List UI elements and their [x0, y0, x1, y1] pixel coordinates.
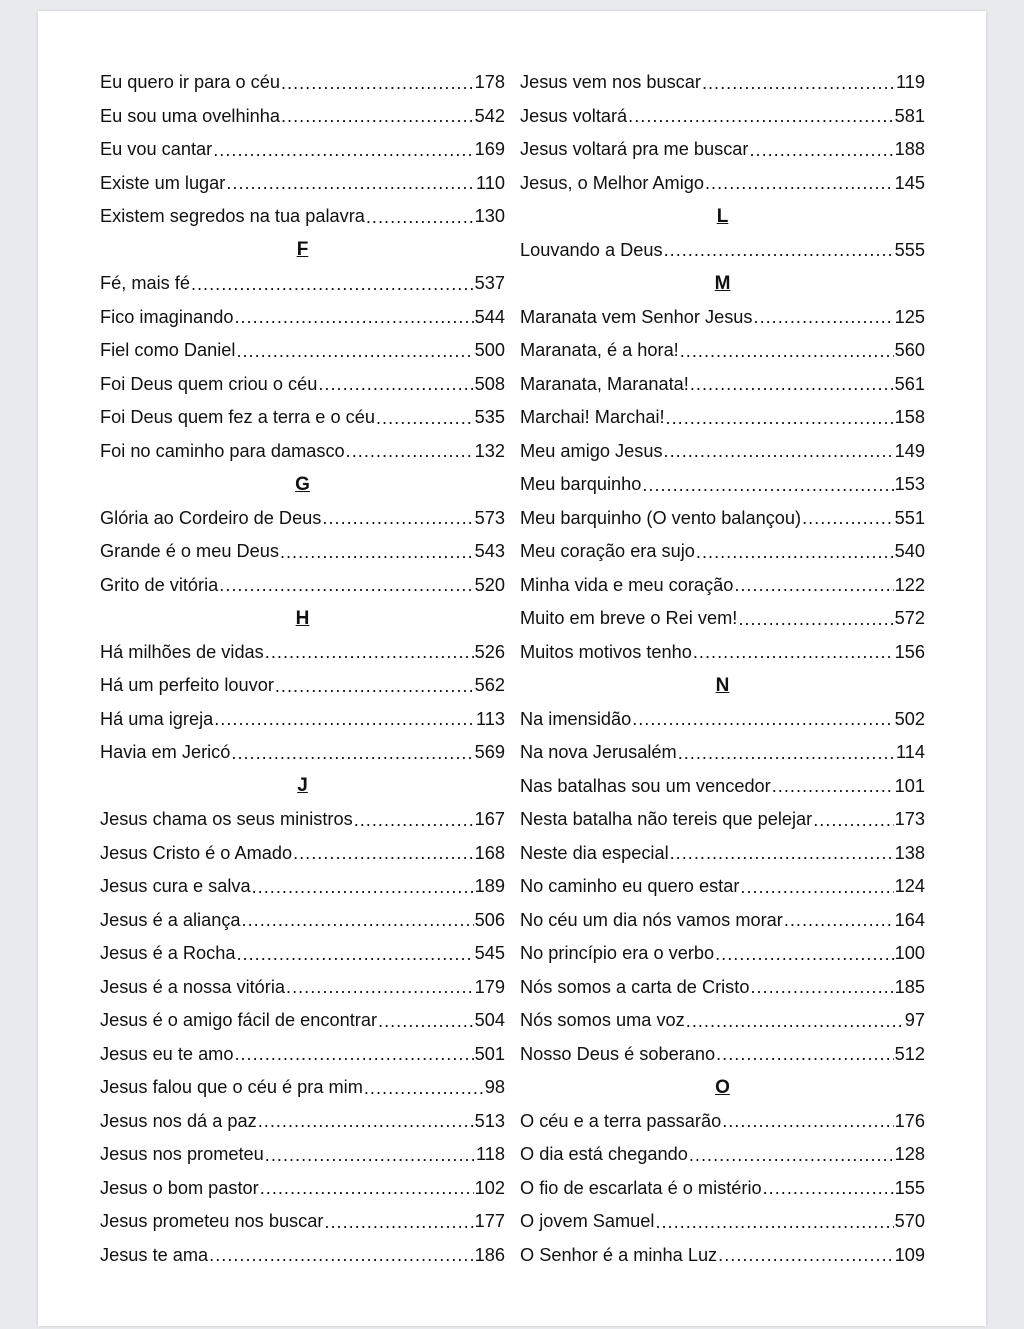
entry-title: Marchai! Marchai! — [520, 407, 665, 428]
dot-leader — [750, 977, 893, 997]
section-letter-heading: O — [715, 1076, 730, 1098]
document-page — [38, 11, 986, 1326]
dot-leader — [722, 1111, 893, 1131]
dot-leader — [740, 877, 893, 897]
entry-title: Foi no caminho para damasco — [100, 440, 345, 461]
dot-leader — [234, 307, 473, 327]
dot-leader — [280, 542, 474, 562]
index-entry — [100, 334, 505, 368]
index-entry — [520, 937, 925, 971]
index-entry — [520, 167, 925, 201]
dot-leader — [734, 575, 893, 595]
index-entry — [100, 569, 505, 603]
entry-page-number: 164 — [894, 909, 925, 930]
section-letter-heading: F — [296, 239, 309, 261]
entry-page-number: 119 — [896, 72, 925, 93]
index-entry — [100, 267, 505, 301]
entry-page-number: 118 — [476, 1144, 505, 1165]
entry-title: Foi Deus quem fez a terra e o céu — [100, 407, 375, 428]
index-column-left — [100, 66, 505, 1272]
dot-leader — [689, 1145, 894, 1165]
index-entry — [100, 669, 505, 703]
index-entry — [100, 1038, 505, 1072]
dot-leader — [678, 743, 895, 763]
index-entry — [520, 1038, 925, 1072]
dot-leader — [260, 1178, 474, 1198]
index-entry — [100, 1105, 505, 1139]
index-entry — [100, 736, 505, 770]
entry-title: Jesus te ama — [100, 1244, 209, 1265]
dot-leader — [324, 1212, 473, 1232]
entry-title: No céu um dia nós vamos morar — [520, 909, 783, 930]
entry-title: Jesus prometeu nos buscar — [100, 1211, 324, 1232]
index-entry — [520, 602, 925, 636]
entry-title: Fiel como Daniel — [100, 340, 236, 361]
dot-leader — [705, 173, 894, 193]
entry-title: Neste dia especial — [520, 842, 669, 863]
dot-leader — [209, 1245, 473, 1265]
entry-page-number: 145 — [894, 172, 925, 193]
dot-leader — [718, 1245, 893, 1265]
entry-page-number: 561 — [894, 373, 925, 394]
entry-page-number: 537 — [474, 273, 505, 294]
index-entry — [100, 368, 505, 402]
dot-leader — [275, 676, 474, 696]
index-entry — [100, 401, 505, 435]
entry-title: Nosso Deus é soberano — [520, 1043, 716, 1064]
entry-title: Fé, mais fé — [100, 273, 190, 294]
entry-page-number: 156 — [894, 641, 925, 662]
dot-leader — [642, 475, 893, 495]
entry-title: Meu coração era sujo — [520, 541, 695, 562]
dot-leader — [376, 408, 474, 428]
entry-title: Grande é o meu Deus — [100, 541, 279, 562]
entry-title: Há um perfeito louvor — [100, 675, 274, 696]
entry-title: Maranata vem Senhor Jesus — [520, 306, 753, 327]
index-entry — [100, 1205, 505, 1239]
index-entry — [100, 937, 505, 971]
index-entry — [520, 66, 925, 100]
dot-leader — [281, 106, 474, 126]
dot-leader — [281, 73, 474, 93]
entry-page-number: 178 — [474, 72, 505, 93]
entry-title: Jesus voltará pra me buscar — [520, 139, 749, 160]
index-entry — [520, 435, 925, 469]
entry-page-number: 128 — [894, 1144, 925, 1165]
entry-title: Jesus é o amigo fácil de encontrar — [100, 1010, 378, 1031]
entry-page-number: 132 — [474, 440, 505, 461]
entry-title: Muito em breve o Rei vem! — [520, 608, 738, 629]
entry-page-number: 526 — [474, 641, 505, 662]
index-entry — [100, 301, 505, 335]
dot-leader — [664, 240, 894, 260]
entry-title: Na nova Jerusalém — [520, 742, 677, 763]
entry-page-number: 186 — [474, 1244, 505, 1265]
index-entry — [520, 703, 925, 737]
entry-page-number: 562 — [474, 675, 505, 696]
entry-page-number: 581 — [894, 105, 925, 126]
index-entry — [100, 1172, 505, 1206]
dot-leader — [664, 441, 894, 461]
dot-leader — [213, 140, 473, 160]
entry-title: Maranata, Maranata! — [520, 373, 689, 394]
entry-page-number: 535 — [474, 407, 505, 428]
entry-page-number: 573 — [474, 507, 505, 528]
entry-title: Jesus é a Rocha — [100, 943, 236, 964]
dot-leader — [670, 843, 894, 863]
section-letter-heading: M — [714, 272, 731, 294]
dot-leader — [354, 810, 474, 830]
entry-title: Louvando a Deus — [520, 239, 663, 260]
dot-leader — [322, 508, 473, 528]
entry-title: Minha vida e meu coração — [520, 574, 734, 595]
dot-leader — [772, 776, 894, 796]
index-entry — [100, 870, 505, 904]
entry-title: Jesus é a nossa vitória — [100, 976, 286, 997]
dot-leader — [366, 207, 474, 227]
index-entry — [520, 770, 925, 804]
entry-page-number: 100 — [894, 943, 925, 964]
index-entry — [100, 502, 505, 536]
entry-page-number: 122 — [894, 574, 925, 595]
entry-page-number: 149 — [894, 440, 925, 461]
entry-page-number: 545 — [474, 943, 505, 964]
dot-leader — [813, 810, 893, 830]
entry-page-number: 158 — [894, 407, 925, 428]
entry-page-number: 551 — [894, 507, 925, 528]
dot-leader — [191, 274, 474, 294]
entry-title: Muitos motivos tenho — [520, 641, 692, 662]
entry-title: Jesus nos dá a paz — [100, 1110, 257, 1131]
index-entry — [520, 1205, 925, 1239]
index-entry — [100, 133, 505, 167]
index-entry — [520, 1239, 925, 1273]
entry-title: O Senhor é a minha Luz — [520, 1244, 718, 1265]
entry-title: Eu quero ir para o céu — [100, 72, 280, 93]
entry-page-number: 544 — [474, 306, 505, 327]
entry-title: O dia está chegando — [520, 1144, 688, 1165]
entry-title: Fico imaginando — [100, 306, 234, 327]
entry-title: Há milhões de vidas — [100, 641, 264, 662]
entry-page-number: 167 — [474, 809, 505, 830]
entry-page-number: 502 — [894, 708, 925, 729]
dot-leader — [666, 408, 894, 428]
entry-page-number: 570 — [894, 1211, 925, 1232]
index-entry — [100, 837, 505, 871]
index-entry — [520, 468, 925, 502]
index-entry — [100, 904, 505, 938]
index-entry — [100, 1071, 505, 1105]
dot-leader — [236, 944, 473, 964]
entry-title: No princípio era o verbo — [520, 943, 715, 964]
dot-leader — [784, 910, 894, 930]
dot-leader — [234, 1044, 473, 1064]
entry-title: Jesus eu te amo — [100, 1043, 234, 1064]
index-entry — [100, 535, 505, 569]
index-entry — [520, 803, 925, 837]
entry-page-number: 98 — [484, 1077, 505, 1098]
index-entry — [520, 971, 925, 1005]
entry-page-number: 155 — [894, 1177, 925, 1198]
entry-page-number: 188 — [894, 139, 925, 160]
index-entry — [520, 1004, 925, 1038]
entry-title: Existem segredos na tua palavra — [100, 206, 365, 227]
index-entry — [520, 736, 925, 770]
dot-leader — [226, 173, 475, 193]
entry-title: Jesus é a aliança — [100, 909, 241, 930]
entry-page-number: 560 — [894, 340, 925, 361]
dot-leader — [364, 1078, 484, 1098]
entry-page-number: 125 — [894, 306, 925, 327]
entry-title: Jesus falou que o céu é pra mim — [100, 1077, 363, 1098]
entry-title: Foi Deus quem criou o céu — [100, 373, 318, 394]
section-letter-heading: L — [716, 205, 729, 227]
entry-title: Meu barquinho (O vento balançou) — [520, 507, 802, 528]
entry-page-number: 124 — [894, 876, 925, 897]
entry-page-number: 169 — [474, 139, 505, 160]
entry-page-number: 110 — [476, 172, 505, 193]
entry-title: Nas batalhas sou um vencedor — [520, 775, 771, 796]
entry-page-number: 540 — [894, 541, 925, 562]
entry-title: Jesus voltará — [520, 105, 628, 126]
index-entry — [520, 535, 925, 569]
dot-leader — [632, 709, 893, 729]
entry-page-number: 512 — [894, 1043, 925, 1064]
entry-page-number: 138 — [894, 842, 925, 863]
dot-leader — [231, 743, 473, 763]
index-entry — [520, 100, 925, 134]
entry-page-number: 102 — [474, 1177, 505, 1198]
index-entry — [100, 636, 505, 670]
index-entry — [100, 167, 505, 201]
index-entry — [520, 1172, 925, 1206]
entry-page-number: 153 — [894, 474, 925, 495]
entry-title: Meu barquinho — [520, 474, 642, 495]
entry-title: No caminho eu quero estar — [520, 876, 740, 897]
index-entry — [520, 1138, 925, 1172]
entry-page-number: 189 — [474, 876, 505, 897]
dot-leader — [754, 307, 894, 327]
dot-leader — [702, 73, 895, 93]
index-entry — [100, 435, 505, 469]
dot-leader — [628, 106, 893, 126]
entry-title: Há uma igreja — [100, 708, 214, 729]
entry-title: Glória ao Cordeiro de Deus — [100, 507, 322, 528]
entry-page-number: 179 — [474, 976, 505, 997]
dot-leader — [242, 910, 474, 930]
entry-page-number: 176 — [894, 1110, 925, 1131]
entry-title: Na imensidão — [520, 708, 632, 729]
index-entry — [520, 569, 925, 603]
entry-title: Maranata, é a hora! — [520, 340, 679, 361]
entry-page-number: 168 — [474, 842, 505, 863]
dot-leader — [293, 843, 474, 863]
entry-page-number: 569 — [474, 742, 505, 763]
entry-title: Jesus o bom pastor — [100, 1177, 259, 1198]
entry-title: Jesus cura e salva — [100, 876, 251, 897]
entry-page-number: 542 — [474, 105, 505, 126]
dot-leader — [286, 977, 474, 997]
dot-leader — [749, 140, 893, 160]
index-entry — [100, 703, 505, 737]
entry-title: Jesus nos prometeu — [100, 1144, 264, 1165]
entry-title: Eu sou uma ovelhinha — [100, 105, 280, 126]
entry-page-number: 513 — [474, 1110, 505, 1131]
index-entry — [520, 234, 925, 268]
entry-page-number: 543 — [474, 541, 505, 562]
dot-leader — [655, 1212, 893, 1232]
entry-page-number: 173 — [894, 809, 925, 830]
section-letter-heading: G — [295, 473, 310, 495]
index-entry — [520, 1105, 925, 1139]
entry-title: Grito de vitória — [100, 574, 219, 595]
index-entry — [520, 837, 925, 871]
index-entry — [520, 301, 925, 335]
entry-title: Jesus, o Melhor Amigo — [520, 172, 704, 193]
entry-page-number: 113 — [476, 708, 505, 729]
dot-leader — [690, 374, 894, 394]
index-entry — [520, 502, 925, 536]
index-column-right — [520, 66, 925, 1272]
entry-title: O céu e a terra passarão — [520, 1110, 722, 1131]
dot-leader — [265, 642, 474, 662]
entry-page-number: 500 — [474, 340, 505, 361]
entry-title: O fio de escarlata é o mistério — [520, 1177, 762, 1198]
dot-leader — [715, 944, 894, 964]
entry-page-number: 506 — [474, 909, 505, 930]
index-entry — [100, 1239, 505, 1273]
index-entry — [520, 133, 925, 167]
dot-leader — [236, 341, 473, 361]
entry-page-number: 572 — [894, 608, 925, 629]
entry-page-number: 97 — [904, 1010, 925, 1031]
index-entry — [520, 904, 925, 938]
dot-leader — [378, 1011, 474, 1031]
dot-leader — [686, 1011, 904, 1031]
index-entry — [520, 401, 925, 435]
index-entry — [100, 971, 505, 1005]
entry-title: Nós somos uma voz — [520, 1010, 685, 1031]
dot-leader — [696, 542, 894, 562]
index-entry — [100, 66, 505, 100]
dot-leader — [680, 341, 894, 361]
entry-page-number: 130 — [474, 206, 505, 227]
index-entry — [520, 334, 925, 368]
entry-page-number: 501 — [474, 1043, 505, 1064]
index-entry — [520, 636, 925, 670]
entry-title: Jesus Cristo é o Amado — [100, 842, 293, 863]
entry-title: Eu vou cantar — [100, 139, 213, 160]
entry-title: Existe um lugar — [100, 172, 226, 193]
entry-page-number: 504 — [474, 1010, 505, 1031]
entry-page-number: 177 — [474, 1211, 505, 1232]
entry-title: Havia em Jericó — [100, 742, 231, 763]
entry-title: Nesta batalha não tereis que pelejar — [520, 809, 813, 830]
index-entry — [100, 1004, 505, 1038]
dot-leader — [693, 642, 894, 662]
dot-leader — [318, 374, 473, 394]
index-entry — [100, 200, 505, 234]
dot-leader — [802, 508, 894, 528]
dot-leader — [346, 441, 474, 461]
index-entry — [100, 1138, 505, 1172]
index-entry — [520, 368, 925, 402]
section-letter-heading: N — [715, 674, 730, 696]
dot-leader — [258, 1111, 474, 1131]
entry-page-number: 185 — [894, 976, 925, 997]
dot-leader — [763, 1178, 894, 1198]
dot-leader — [716, 1044, 894, 1064]
dot-leader — [252, 877, 474, 897]
entry-page-number: 508 — [474, 373, 505, 394]
entry-title: Jesus vem nos buscar — [520, 72, 701, 93]
entry-title: O jovem Samuel — [520, 1211, 655, 1232]
section-letter-heading: J — [297, 775, 308, 797]
dot-leader — [265, 1145, 475, 1165]
entry-page-number: 114 — [896, 742, 925, 763]
dot-leader — [214, 709, 475, 729]
entry-page-number: 109 — [894, 1244, 925, 1265]
dot-leader — [738, 609, 893, 629]
entry-page-number: 520 — [474, 574, 505, 595]
entry-page-number: 555 — [894, 239, 925, 260]
index-entry — [520, 870, 925, 904]
section-letter-heading: H — [295, 607, 310, 629]
entry-title: Jesus chama os seus ministros — [100, 809, 353, 830]
dot-leader — [219, 575, 473, 595]
entry-page-number: 101 — [894, 775, 925, 796]
entry-title: Nós somos a carta de Cristo — [520, 976, 750, 997]
index-entry — [100, 803, 505, 837]
entry-title: Meu amigo Jesus — [520, 440, 663, 461]
index-entry — [100, 100, 505, 134]
